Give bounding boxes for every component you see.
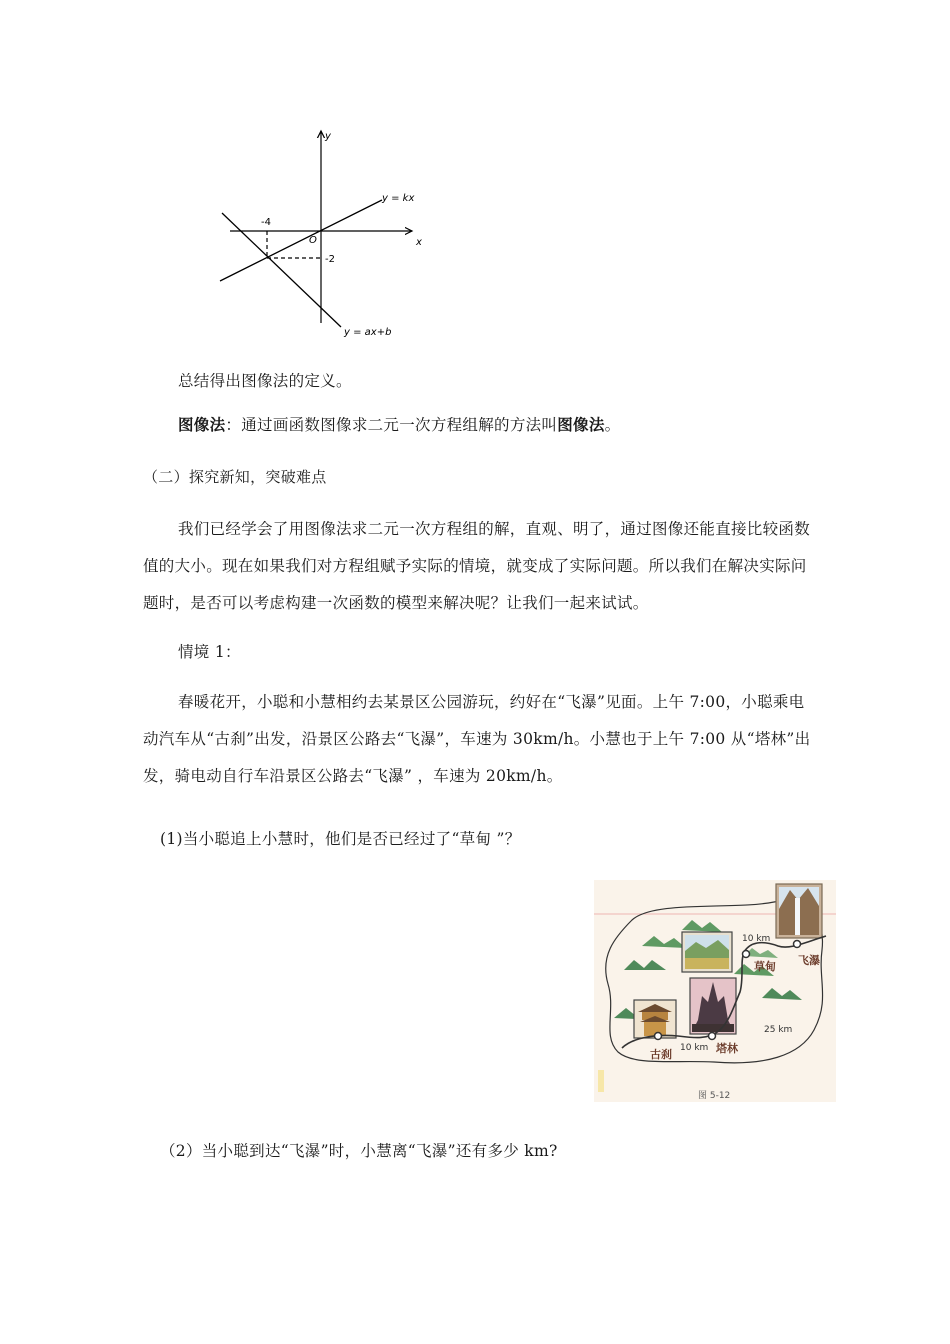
- line-axb-label: y = ax+b: [344, 327, 392, 338]
- y-axis-label: y: [325, 131, 331, 142]
- line-kx-label: y = kx: [382, 193, 415, 204]
- meadow-picture: [682, 932, 732, 972]
- situation-label: 情境 1：: [178, 643, 241, 661]
- question-1: (1)当小聪追上小慧时，他们是否已经过了“草甸 ”？: [160, 830, 521, 848]
- origin-label: O: [309, 235, 317, 246]
- map-label-10km-top: 10 km: [742, 934, 771, 944]
- summary-paragraph: 总结得出图像法的定义。: [178, 372, 352, 390]
- section-heading: （二）探究新知，突破难点: [143, 468, 327, 486]
- tick-x-label: -4: [261, 217, 271, 228]
- definition-term: 图像法: [178, 415, 226, 434]
- definition-paragraph: [143, 407, 813, 443]
- tick-y-label: -2: [325, 254, 335, 265]
- situation-paragraph: 春暖花开，小聪和小慧相约去某景区公园游玩，约好在“飞瀑”见面。上午 7:00，小聪乘电动汽车从“古刹”出发，沿景区公路去“飞瀑”，车速为 30km/h。小慧也于上午 7:00 从“塔林”出发，骑电动自行车沿景区公路去“飞瀑” ，车速为 20km/h。: [143, 693, 811, 785]
- function-graph: [200, 125, 440, 345]
- map-label-feipu: 飞瀑: [798, 954, 820, 967]
- map-label-talin: 塔林: [716, 1042, 738, 1055]
- definition-end: 。: [604, 416, 621, 434]
- pagoda-picture: [690, 978, 736, 1034]
- map-label-caodian: 草甸: [754, 960, 776, 973]
- intro-paragraph: 我们已经学会了用图像法求二元一次方程组的解，直观、明了，通过图像还能直接比较函数值的大小。现在如果我们对方程组赋予实际的情境，就变成了实际问题。所以我们在解决实际问题时，是否可以考虑构建一次函数的模型来解决呢？让我们一起来试试。: [143, 520, 811, 612]
- map-label-25km: 25 km: [764, 1025, 793, 1035]
- map-label-gucha: 古刹: [650, 1048, 672, 1061]
- temple-picture: [634, 1000, 676, 1038]
- map-label-10km-bottom: 10 km: [680, 1043, 709, 1053]
- scenic-map: [594, 880, 836, 1102]
- map-caption: 图 5-12: [698, 1091, 731, 1101]
- definition-body: 通过画函数图像求二元一次方程组解的方法叫: [241, 416, 558, 434]
- question-2: （2）当小聪到达“飞瀑”时，小慧离“飞瀑”还有多少 km?: [160, 1142, 558, 1160]
- definition-term-repeat: 图像法: [557, 415, 605, 434]
- line-kx: [220, 200, 382, 281]
- waterfall-picture: [776, 884, 822, 938]
- definition-colon: ：: [225, 416, 242, 434]
- x-axis-label: x: [416, 237, 422, 248]
